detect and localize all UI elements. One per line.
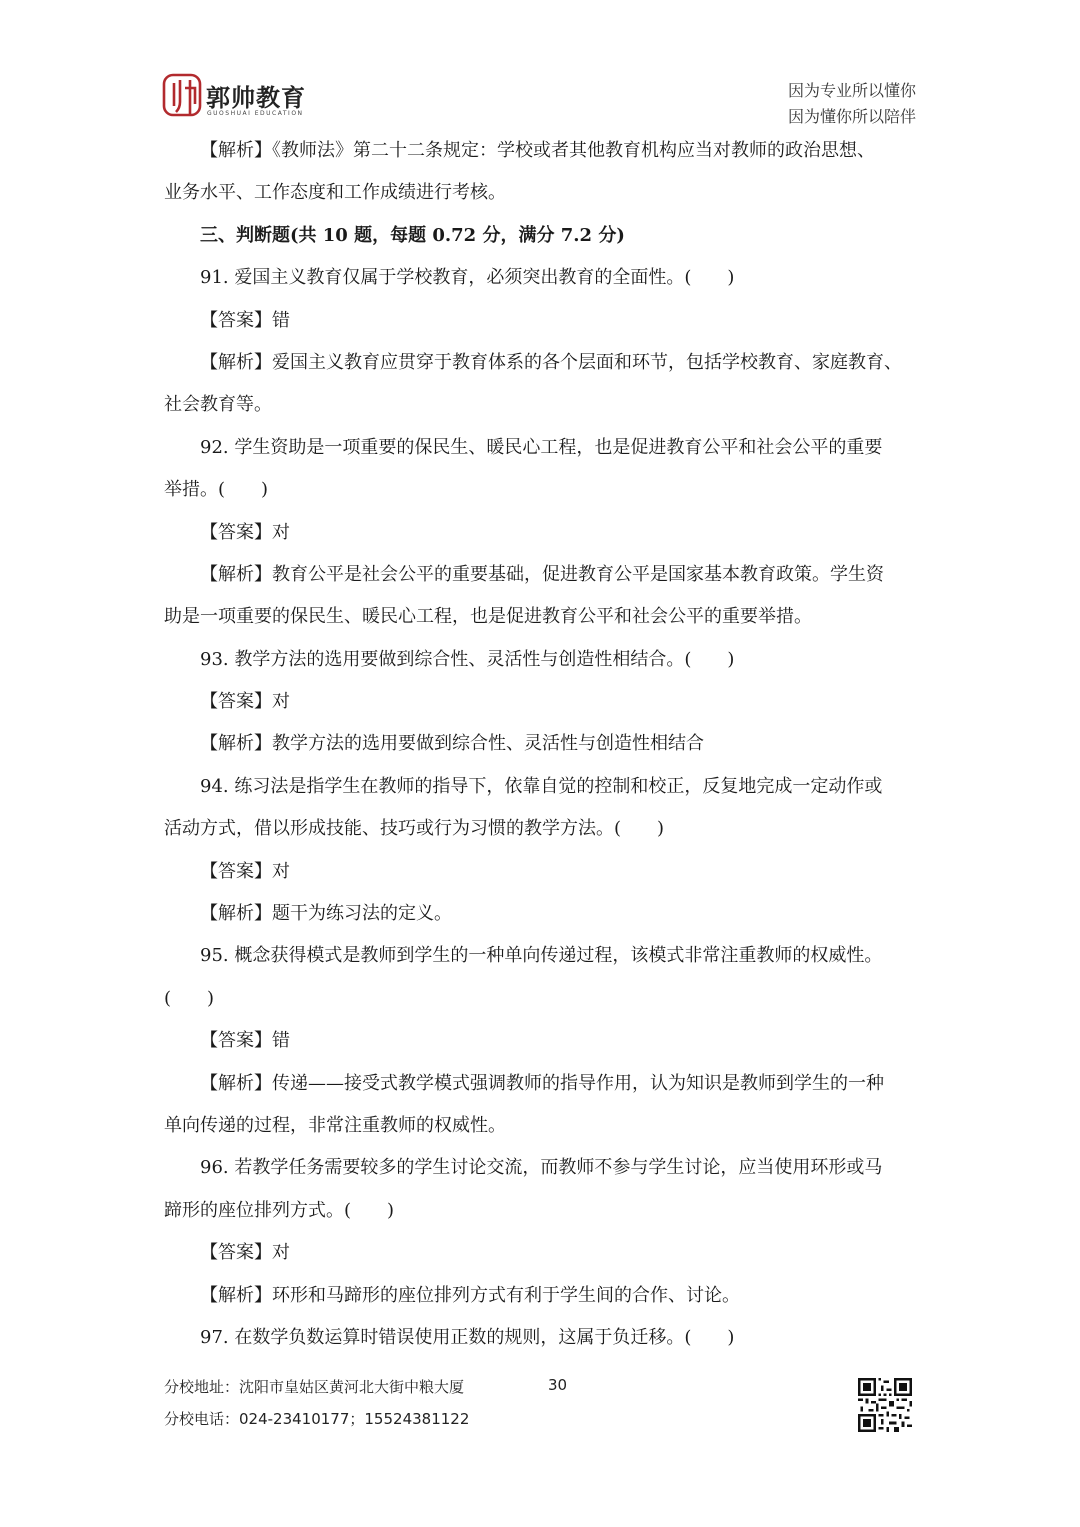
branch-phone: 分校电话：024-23410177；15524381122: [164, 1410, 470, 1428]
answer-95: 【答案】错: [200, 1030, 290, 1052]
question-94-line-2: 活动方式，借以形成技能、技巧或行为习惯的教学方法。( ): [164, 818, 665, 840]
guoshuai-logo-icon: [162, 72, 202, 118]
question-96-line-1: 96. 若教学任务需要较多的学生讨论交流，而教师不参与学生讨论，应当使用环形或马: [200, 1157, 883, 1179]
question-95-line-2: ( ): [164, 987, 215, 1009]
question-92-line-2: 举措。( ): [164, 479, 269, 501]
analysis-96: 【解析】环形和马蹄形的座位排列方式有利于学生间的合作、讨论。: [200, 1284, 740, 1306]
slogan-line-1: 因为专业所以懂你: [787, 81, 916, 100]
section-heading: 三、判断题(共 10 题，每题 0.72 分，满分 7.2 分): [200, 224, 625, 246]
logo-name: 郭帅教育: [206, 84, 306, 112]
logo-subtitle: GUOSHUAI EDUCATION: [207, 110, 304, 117]
analysis-95-line-2: 单向传递的过程，非常注重教师的权威性。: [164, 1114, 506, 1136]
question-94-line-1: 94. 练习法是指学生在教师的指导下，依靠自觉的控制和校正，反复地完成一定动作或: [200, 775, 883, 797]
analysis-90-line-2: 业务水平、工作态度和工作成绩进行考核。: [164, 182, 506, 204]
analysis-92-line-1: 【解析】教育公平是社会公平的重要基础，促进教育公平是国家基本教育政策。学生资: [200, 563, 884, 585]
branch-address: 分校地址：沈阳市皇姑区黄河北大街中粮大厦: [164, 1378, 465, 1396]
page-header: [0, 0, 1080, 130]
analysis-90-line-1: 【解析】《教师法》第二十二条规定：学校或者其他教育机构应当对教师的政治思想、: [200, 140, 875, 161]
slogan: [788, 78, 916, 130]
qr-code-icon: [858, 1378, 912, 1432]
answer-96: 【答案】对: [200, 1242, 290, 1264]
analysis-95-line-1: 【解析】传递——接受式教学模式强调教师的指导作用，认为知识是教师到学生的一种: [200, 1072, 884, 1094]
slogan-line-2: 因为懂你所以陪伴: [787, 107, 916, 126]
question-97: 97. 在数学负数运算时错误使用正数的规则，这属于负迁移。( ): [200, 1326, 735, 1348]
page-footer: [164, 1372, 920, 1442]
answer-92: 【答案】对: [200, 521, 290, 543]
analysis-91-line-1: 【解析】爱国主义教育应贯穿于教育体系的各个层面和环节，包括学校教育、家庭教育、: [200, 351, 902, 373]
answer-94: 【答案】对: [200, 860, 290, 882]
analysis-91-line-2: 社会教育等。: [164, 394, 272, 416]
question-95-line-1: 95. 概念获得模式是教师到学生的一种单向传递过程，该模式非常注重教师的权威性。: [200, 945, 883, 967]
question-93: 93. 教学方法的选用要做到综合性、灵活性与创造性相结合。( ): [200, 648, 735, 670]
answer-91: 【答案】错: [200, 309, 290, 331]
question-91: 91. 爱国主义教育仅属于学校教育，必须突出教育的全面性。( ): [200, 267, 735, 289]
analysis-92-line-2: 助是一项重要的保民生、暖民心工程，也是促进教育公平和社会公平的重要举措。: [164, 606, 812, 628]
analysis-94: 【解析】题干为练习法的定义。: [200, 903, 452, 925]
question-92-line-1: 92. 学生资助是一项重要的保民生、暖民心工程，也是促进教育公平和社会公平的重要: [200, 436, 883, 458]
answer-93: 【答案】对: [200, 691, 290, 713]
analysis-93: 【解析】教学方法的选用要做到综合性、灵活性与创造性相结合: [200, 733, 704, 755]
page-number: 30: [548, 1376, 568, 1394]
question-96-line-2: 蹄形的座位排列方式。( ): [164, 1199, 395, 1221]
document-body: [164, 130, 920, 1359]
